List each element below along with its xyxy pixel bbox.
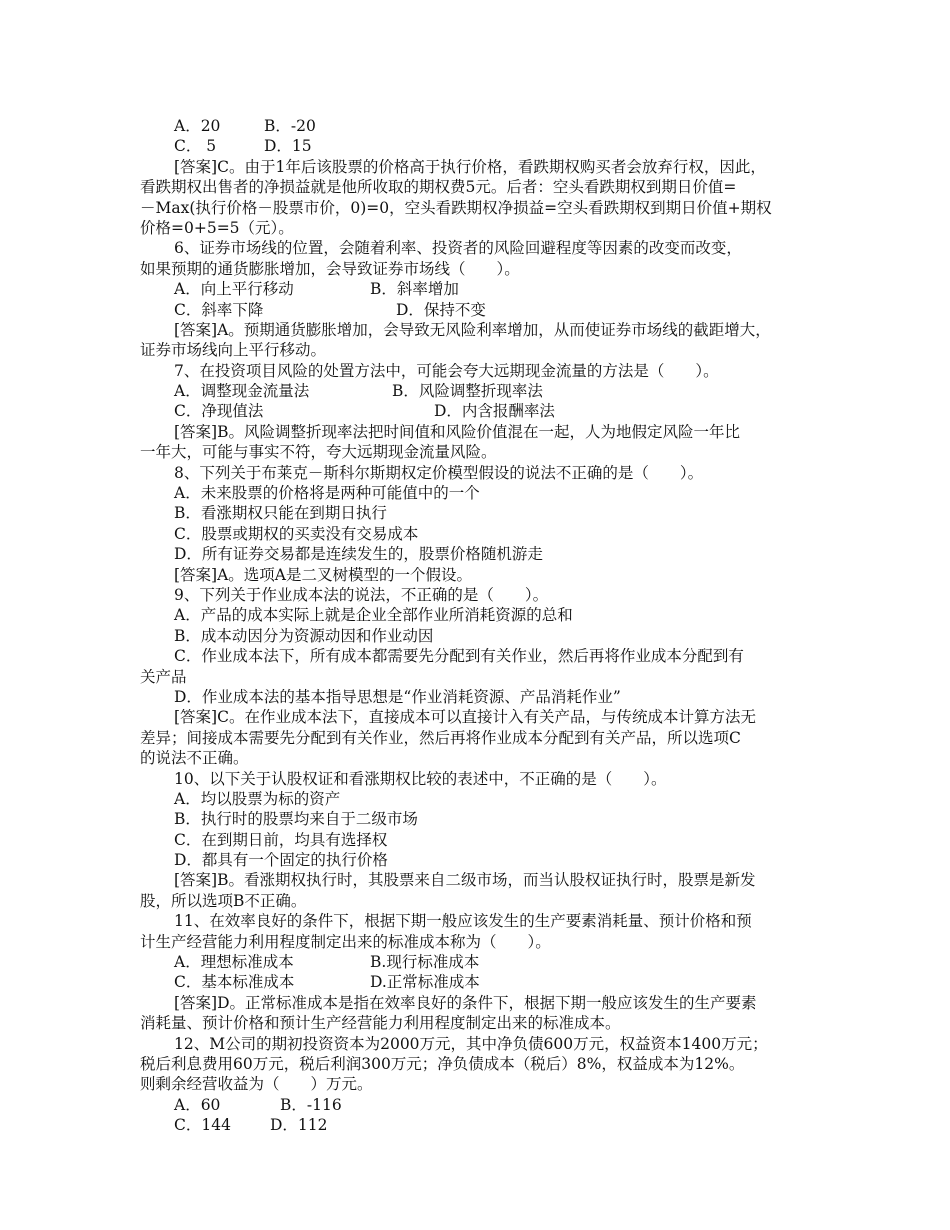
q9-answer-line: 差异；间接成本需要先分配到有关作业，然后再将作业成本分配到有关产品，所以选项C	[140, 728, 741, 747]
q8-option-a: A．未来股票的价格将是两种可能值中的一个	[174, 484, 480, 503]
q6-stem-line: 6、证券市场线的位置，会随着利率、投资者的风险回避程度等因素的改变而改变，	[174, 239, 742, 258]
q11-option-c: C．基本标准成本	[174, 973, 295, 992]
q12-option-b: B．-116	[280, 1095, 342, 1114]
q9-answer-line: [答案]C。在作业成本法下，直接成本可以直接计入有关产品，与传统成本计算方法无	[174, 708, 756, 727]
q6-option-c: C．斜率下降	[174, 300, 264, 319]
q9-option-c: C．作业成本法下，所有成本都需要先分配到有关作业，然后再将作业成本分配到有	[174, 647, 744, 666]
q5-option-d: D．15	[264, 137, 312, 156]
q12-options-row2	[140, 1115, 810, 1135]
q12-option-d: D．112	[270, 1116, 328, 1135]
q12-options-row1	[140, 1095, 810, 1115]
q10-answer-line: [答案]B。看涨期权执行时，其股票来自二级市场，而当认股权证执行时，股票是新发	[174, 871, 756, 890]
q9-option-d: D．作业成本法的基本指导思想是“作业消耗资源、产品消耗作业”	[174, 687, 621, 706]
q6-stem-line: 如果预期的通货膨胀增加，会导致证券市场线（ ）。	[140, 259, 520, 278]
q9-option-b: B．成本动因分为资源动因和作业动因	[174, 626, 434, 645]
q10-option-c: C．在到期日前，均具有选择权	[174, 830, 388, 849]
q7-option-a: A．调整现金流量法	[174, 382, 310, 401]
q6-options-row1	[140, 279, 810, 299]
q10-option-a: A．均以股票为标的资产	[174, 789, 341, 808]
q11-answer-line: [答案]D。正常标准成本是指在效率良好的条件下，根据下期一般应该发生的生产要素	[174, 993, 757, 1012]
q5-option-a: A．20	[174, 117, 221, 135]
q9-option-a: A．产品的成本实际上就是企业全部作业所消耗资源的总和	[174, 606, 573, 625]
q6-option-d: D．保持不变	[396, 300, 486, 319]
q10-stem-line: 10、以下关于认股权证和看涨期权比较的表述中，不正确的是（ ）。	[174, 769, 667, 788]
q9-stem-line: 9、下列关于作业成本法的说法，不正确的是（ ）。	[174, 585, 549, 604]
q6-option-a: A．向上平行移动	[174, 280, 294, 299]
q7-option-c: C．净现值法	[174, 402, 264, 421]
q5-option-c: C． 5	[174, 137, 217, 156]
q5-options-row1	[140, 116, 810, 136]
q8-answer-line: [答案]A。选项A是二叉树模型的一个假设。	[174, 565, 472, 584]
q7-options-row2	[140, 401, 810, 421]
q11-stem-line: 11、在效率良好的条件下，根据下期一般应该发生的生产要素消耗量、预计价格和预	[174, 912, 752, 931]
q5-options-row2	[140, 136, 810, 156]
q11-option-d: D.正常标准成本	[370, 973, 480, 992]
q11-answer-line: 消耗量、预计价格和预计生产经营能力利用程度制定出来的标准成本。	[140, 1014, 621, 1033]
q11-options-row1	[140, 952, 810, 972]
q7-answer-line: 一年大，可能与事实不符，夸大远期现金流量风险。	[140, 443, 497, 462]
q10-answer-line: 股，所以选项B不正确。	[140, 891, 307, 910]
q5-option-b: B．-20	[264, 117, 316, 135]
q9-answer-line: 的说法不正确。	[140, 749, 249, 768]
q6-answer-line: 证券市场线向上平行移动。	[140, 341, 327, 360]
q5-answer-line: [答案]C。由于1年后该股票的价格高于执行价格，看跌期权购买者会放弃行权，因此，	[174, 157, 766, 176]
q11-stem-line: 计生产经营能力利用程度制定出来的标准成本称为（ ）。	[140, 932, 551, 951]
q12-stem-line: 则剩余经营收益为（ ）万元。	[140, 1075, 373, 1094]
q8-option-c: C．股票或期权的买卖没有交易成本	[174, 524, 419, 543]
q7-option-b: B．风险调整折现率法	[392, 382, 543, 401]
q6-options-row2	[140, 300, 810, 320]
document-body	[140, 116, 810, 1136]
q8-stem-line: 8、下列关于布莱克－斯科尔斯期权定价模型假设的说法不正确的是（ ）。	[174, 463, 704, 482]
q11-option-b: B.现行标准成本	[370, 953, 480, 972]
q5-answer-line: －Max(执行价格－股票市价，0)=0，空头看跌期权净损益=空头看跌期权到期日价值+期权	[140, 198, 772, 217]
q5-answer-line: 价格=0+5=5（元）。	[140, 218, 294, 237]
q7-options-row1	[140, 381, 810, 401]
q6-option-b: B．斜率增加	[370, 280, 459, 299]
q10-option-d: D．都具有一个固定的执行价格	[174, 851, 388, 870]
q10-option-b: B．执行时的股票均来自于二级市场	[174, 810, 418, 829]
q12-stem-line: 税后利息费用60万元，税后利润300万元；净负债成本（税后）8%，权益成本为12%。	[140, 1054, 745, 1073]
q6-answer-line: [答案]A。预期通货膨胀增加，会导致无风险利率增加，从而使证券市场线的截距增大，	[174, 320, 771, 339]
q7-answer-line: [答案]B。风险调整折现率法把时间值和风险价值混在一起，人为地假定风险一年比	[174, 422, 740, 441]
q5-answer-line: 看跌期权出售者的净损益就是他所收取的期权费5元。后者：空头看跌期权到期日价值=	[140, 178, 737, 197]
q9-option-c-continued: 关产品	[140, 667, 187, 686]
q12-option-c: C．144	[174, 1116, 231, 1135]
q7-option-d: D．内含报酬率法	[434, 402, 555, 421]
q8-option-b: B．看涨期权只能在到期日执行	[174, 504, 387, 523]
q11-options-row2	[140, 972, 810, 992]
q11-option-a: A．理想标准成本	[174, 953, 294, 972]
q8-option-d: D．所有证券交易都是连续发生的，股票价格随机游走	[174, 545, 543, 564]
q7-stem-line: 7、在投资项目风险的处置方法中，可能会夸大远期现金流量的方法是（ ）。	[174, 361, 719, 380]
q12-stem-line: 12、M公司的期初投资资本为2000万元，其中净负债600万元，权益资本1400万元；	[174, 1034, 768, 1053]
q12-option-a: A．60	[174, 1095, 221, 1114]
